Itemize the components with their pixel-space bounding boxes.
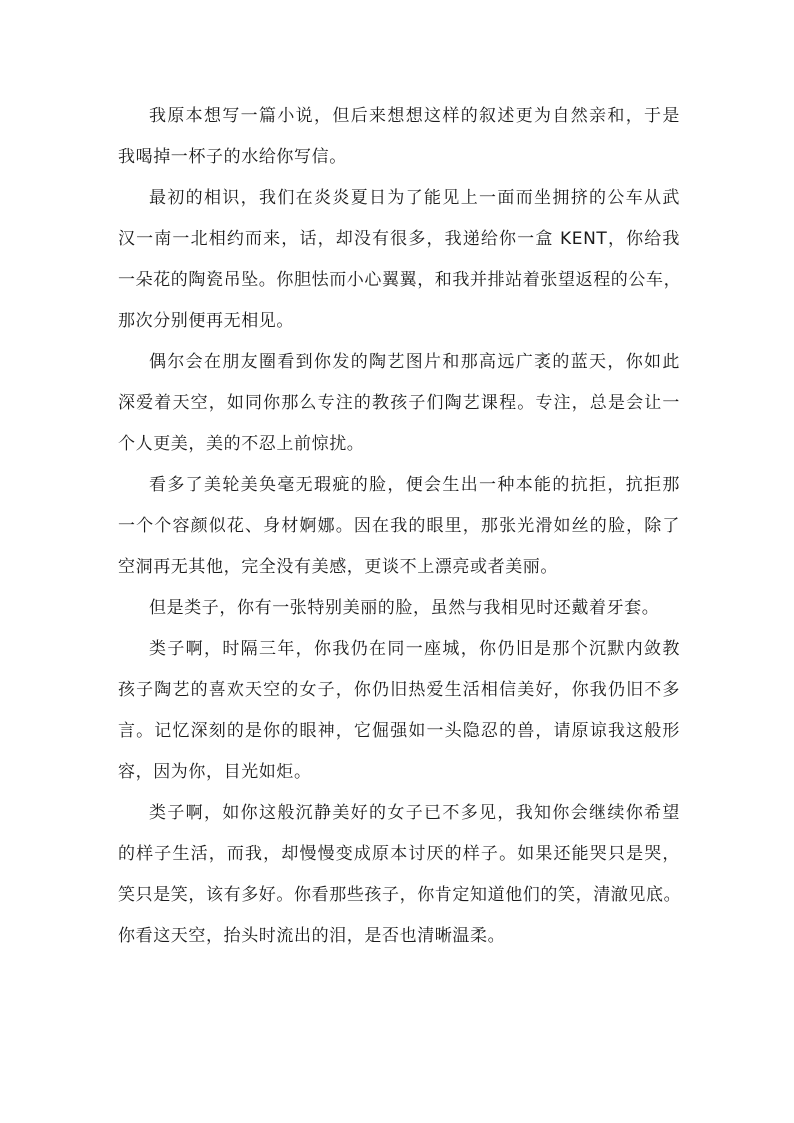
paragraph-line: 深爱着天空，如同你那么专注的教孩子们陶艺课程。专注，总是会让一 [118,393,680,413]
paragraph-line: 言。记忆深刻的是你的眼神，它倔强如一头隐忍的兽，请原谅我这般形 [118,721,680,741]
paragraph-line: 看多了美轮美奂毫无瑕疵的脸，便会生出一种本能的抗拒，抗拒那 [149,475,680,495]
paragraph-4 [118,465,680,588]
paragraph-line: 的样子生活，而我，却慢慢变成原本讨厌的样子。如果还能哭只是哭， [118,844,680,864]
paragraph-line: 但是类子，你有一张特别美丽的脸，虽然与我相见时还戴着牙套。 [149,598,660,618]
paragraph-line: 笑只是笑，该有多好。你看那些孩子，你肯定知道他们的笑，清澈见底。 [118,885,682,905]
paragraph-line: 一朵花的陶瓷吊坠。你胆怯而小心翼翼，和我并排站着张望返程的公车， [118,270,682,290]
paragraph-line: 孩子陶艺的喜欢天空的女子，你仍旧热爱生活相信美好，你我仍旧不多 [118,680,680,700]
paragraph-line: 我原本想写一篇小说，但后来想想这样的叙述更为自然亲和，于是 [149,106,680,126]
paragraph-line: 偶尔会在朋友圈看到你发的陶艺图片和那高远广袤的蓝天，你如此 [149,352,680,372]
paragraph-line: 一个个容颜似花、身材婀娜。因在我的眼里，那张光滑如丝的脸，除了 [118,516,680,536]
paragraph-line: 汉一南一北相约而来，话，却没有很多，我递给你一盒 KENT，你给我 [118,229,680,249]
paragraph-2 [118,178,680,342]
paragraph-line: 那次分别便再无相见。 [118,311,294,331]
paragraph-6 [118,629,680,793]
paragraph-line: 最初的相识，我们在炎炎夏日为了能见上一面而坐拥挤的公车从武 [149,188,680,208]
paragraph-line: 类子啊，时隔三年，你我仍在同一座城，你仍旧是那个沉默内敛教 [149,639,680,659]
paragraph-3 [118,342,680,465]
paragraph-line: 容，因为你，目光如炬。 [118,762,312,782]
paragraph-7 [118,793,680,957]
paragraph-line: 类子啊，如你这般沉静美好的女子已不多见，我知你会继续你希望 [149,803,680,823]
paragraph-line: 我喝掉一杯子的水给你写信。 [118,147,347,167]
letter-body [118,96,680,957]
paragraph-1 [118,96,680,178]
paragraph-5 [118,588,680,629]
paragraph-line: 空洞再无其他，完全没有美感，更谈不上漂亮或者美丽。 [118,557,558,577]
paragraph-line: 个人更美，美的不忍上前惊扰。 [118,434,365,454]
paragraph-line: 你看这天空，抬头时流出的泪，是否也清晰温柔。 [118,926,506,946]
